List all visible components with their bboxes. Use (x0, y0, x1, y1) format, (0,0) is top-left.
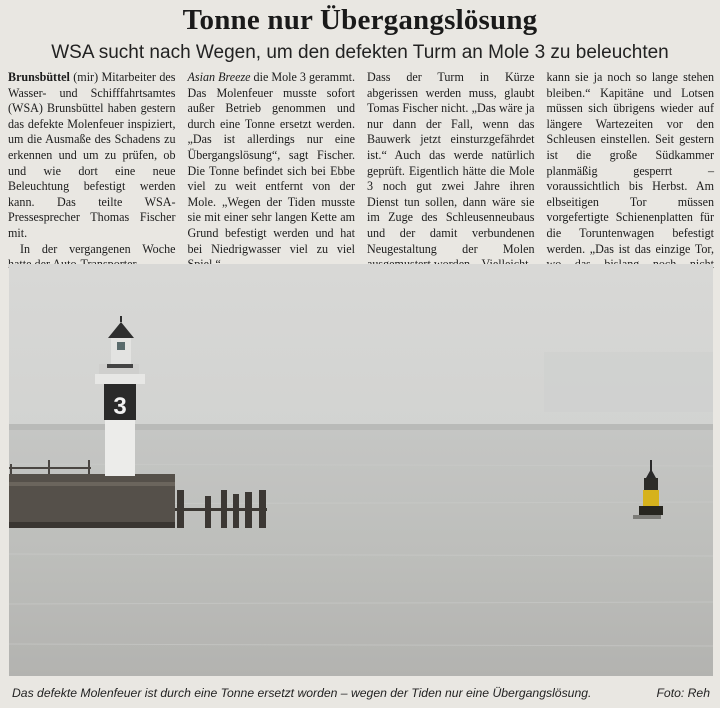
column-4 (547, 70, 715, 262)
paragraph: kann sie ja noch so lange stehen bleiben.“ Kapitäne und Lotsen müssen sich übrigens wieder auf längere Wartezeiten vor den Schleusen einstellen. Seit gestern ist die große Südkammer planmäßig gesperrt – voraussichtlich bis Herbst. Am elbseitigen Tor müssen vorgefertigte Schienenplatten für die Toruntenwagen befestigt werden. „Das ist das einzige Tor, (546, 70, 714, 256)
paragraph-text: die Mole 3 gerammt. Das Molenfeuer musste sofort außer Betrieb genommen und durch eine Tonne ersetzt werden. „Das ist allerdings nur eine Übergangslösung“, sagt Fischer. Die Tonne befindet sich bei Ebbe viel zu weit entfernt von der Mole. „Wegen der Tiden musste sie mit einer sehr langen Kette am Grund befestigt werden und hat bei Niedrigwasser viel zu viel (187, 70, 355, 256)
ship-name: Asian Breeze (187, 70, 251, 84)
column-1 (8, 70, 176, 262)
dateline: Brunsbüttel (8, 70, 70, 84)
paragraph: Dass der Turm in Kürze abgerissen werden muss, glaubt Tomas Fischer nicht. „Das wäre ja nur dann der Fall, wenn das Bauwerk jetzt einsturzgefährdet ist.“ Auch das werde natürlich geprüft. Eigentlich hätte die Mole 3 noch gut zwei Jahre ihren Dienst tun sollen, dann wäre sie im Zuge des Schleusenneubaus und der damit verbundenen Neugestaltung der Molen (367, 70, 535, 256)
photo-credit: Foto: Reh (656, 686, 710, 700)
paragraph (188, 70, 356, 273)
column-3 (367, 70, 535, 262)
paragraph: In der vergangenen Woche (20, 241, 176, 256)
photo-scene (9, 264, 713, 676)
article-body (8, 70, 714, 262)
subheadline: WSA sucht nach Wegen, um den defekten Turm an Mole 3 zu beleuchten (51, 42, 669, 63)
news-photo (9, 264, 713, 676)
paragraph-text: (mir) Mitarbeiter des Wasser- und Schifffahrtsamtes (WSA) Brunsbüttel haben gestern das defekte Molenfeuer inspiziert, um die Ausmaße des Schadens zu erkennen und um zu prüfen, ob und wie dort eine neue Beleuchtung befestigt werden kann. Das teilte WSA-Pressesprecher Thomas Fischer mit. (8, 70, 176, 240)
paragraph (8, 70, 176, 242)
ship-silhouette (544, 352, 713, 412)
tower-number: 3 (113, 393, 127, 420)
photo-caption: Das defekte Molenfeuer ist durch eine Tonne ersetzt worden – wegen der Tiden nur eine Übergangslösung. (12, 686, 592, 700)
column-2 (188, 70, 356, 262)
headline: Tonne nur Übergangslösung (182, 4, 538, 36)
